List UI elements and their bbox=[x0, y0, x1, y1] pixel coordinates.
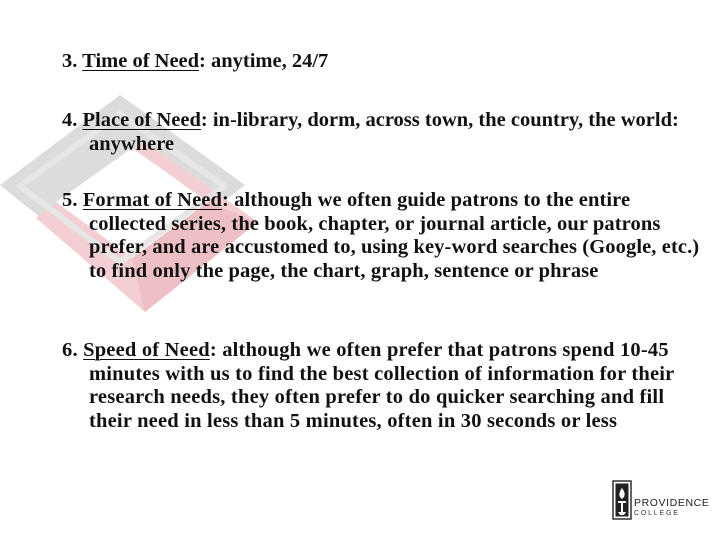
item-number: 3. bbox=[62, 50, 83, 72]
need-item-format bbox=[62, 189, 709, 283]
logo-wordmark: PROVIDENCE bbox=[634, 497, 710, 509]
item-number: 5. bbox=[62, 189, 83, 211]
need-item-place bbox=[62, 109, 709, 156]
need-item-speed bbox=[62, 339, 709, 433]
item-term: Format of Need bbox=[82, 189, 222, 211]
logo-subtitle: COLLEGE bbox=[634, 510, 680, 517]
college-shield-icon bbox=[612, 480, 632, 520]
item-description: : anytime, 24/7 bbox=[199, 50, 329, 72]
item-term: Time of Need bbox=[82, 50, 200, 72]
item-number: 6. bbox=[62, 339, 84, 361]
need-item-time bbox=[62, 50, 709, 74]
item-term: Place of Need bbox=[82, 109, 201, 131]
item-number: 4. bbox=[62, 109, 83, 131]
providence-college-logo bbox=[612, 480, 712, 522]
item-term: Speed of Need bbox=[83, 339, 210, 361]
item-description: : although we often guide patrons to the entire collected series, the book, chapter, or journal article, our patrons prefer, and are accustomed to, using key-word searches (Google, etc.) to find only the page, the chart, graph, sentence or phrase bbox=[89, 189, 705, 282]
item-description: : although we often prefer that patrons spend 10-45 minutes with us to find the best collection of information for their research needs, they often prefer to do quicker searching and fill their need in less than 5 minutes, often in 30 seconds or less bbox=[89, 339, 680, 432]
item-description: : in-library, dorm, across town, the country, the world: anywhere bbox=[89, 109, 690, 155]
